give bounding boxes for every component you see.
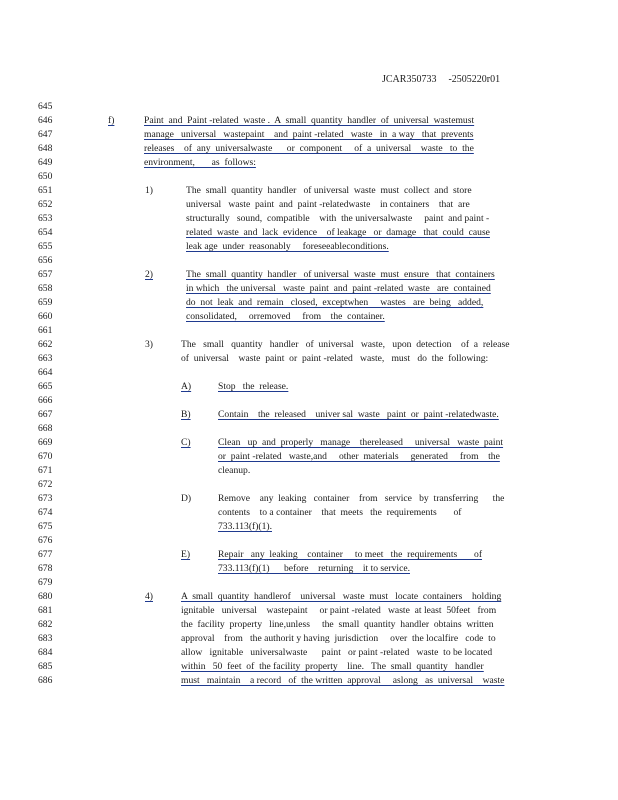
- item-2-marker: 2): [145, 269, 153, 280]
- line-number: 646: [38, 115, 53, 126]
- line-number: 671: [38, 465, 53, 476]
- item-4-line: allow ignitable universalwaste paint or paint -related waste to be located: [181, 647, 493, 658]
- item-a-line: Stop the release.: [218, 381, 289, 392]
- item-d-line: 733.113(f)(1).: [218, 521, 272, 532]
- line-number: 653: [38, 213, 53, 224]
- line-number: 674: [38, 507, 53, 518]
- item-4-line: ignitable universal wastepaint or paint -related waste at least 50feet from: [181, 605, 497, 616]
- line-number: 647: [38, 129, 53, 140]
- line-number: 664: [38, 367, 53, 378]
- item-4-marker: 4): [145, 591, 153, 602]
- item-e-marker: E): [181, 549, 191, 560]
- line-number: 657: [38, 269, 53, 280]
- line-number: 651: [38, 185, 53, 196]
- line-number: 683: [38, 633, 53, 644]
- line-number: 650: [38, 171, 53, 182]
- item-d-line: contents to a container that meets the requirements of: [218, 507, 462, 518]
- item-c-line: or paint -related waste,and other materials generated from the: [218, 451, 500, 462]
- item-3-line: of universal waste paint or paint -related waste, must do the following:: [181, 353, 489, 364]
- line-number: 678: [38, 563, 53, 574]
- line-number: 673: [38, 493, 53, 504]
- line-number: 659: [38, 297, 53, 308]
- line-number: 662: [38, 339, 53, 350]
- line-number: 680: [38, 591, 53, 602]
- item-3-line: The small quantity handler of universal waste, upon detection of a release: [181, 339, 510, 350]
- line-number: 654: [38, 227, 53, 238]
- line-number: 665: [38, 381, 53, 392]
- document-revision: -2505220r01: [448, 74, 501, 85]
- line-number: 672: [38, 479, 53, 490]
- item-3-marker: 3): [145, 339, 153, 350]
- item-c-line: cleanup.: [218, 465, 251, 476]
- item-e-line: Repair any leaking container to meet the requirements of: [218, 549, 483, 560]
- line-number: 670: [38, 451, 53, 462]
- item-e-line: 733.113(f)(1) before returning it to service.: [218, 563, 410, 574]
- item-1-line: structurally sound, compatible with the universalwaste paint and paint -: [186, 213, 490, 224]
- line-number: 682: [38, 619, 53, 630]
- item-1-line: The small quantity handler of universal waste must collect and store: [186, 185, 472, 196]
- line-number: 652: [38, 199, 53, 210]
- line-number: 668: [38, 423, 53, 434]
- line-number: 666: [38, 395, 53, 406]
- line-number: 660: [38, 311, 53, 322]
- item-2-line: The small quantity handler of universal waste must ensure that containers: [186, 269, 495, 280]
- item-1-marker: 1): [145, 185, 153, 196]
- section-f-line: releases of any universalwaste or component of a universal waste to the: [144, 143, 474, 154]
- line-number: 686: [38, 675, 53, 686]
- line-number: 679: [38, 577, 53, 588]
- line-number: 663: [38, 353, 53, 364]
- line-number: 661: [38, 325, 53, 336]
- line-number: 645: [38, 101, 53, 112]
- line-number: 681: [38, 605, 53, 616]
- item-4-line: approval from the authorit y having jurisdiction over the localfire code to: [181, 633, 496, 644]
- item-a-marker: A): [181, 381, 192, 392]
- line-number: 675: [38, 521, 53, 532]
- section-f-line: Paint and Paint -related waste . A small quantity handler of universal wastemust: [144, 115, 475, 126]
- item-b-marker: B): [181, 409, 191, 420]
- item-1-line: related waste and lack evidence of leakage or damage that could cause: [186, 227, 490, 238]
- line-number: 684: [38, 647, 53, 658]
- item-c-marker: C): [181, 437, 191, 448]
- line-number: 649: [38, 157, 53, 168]
- line-number: 677: [38, 549, 53, 560]
- item-4-line: must maintain a record of the written approval aslong as universal waste: [181, 675, 505, 686]
- document-header: [382, 74, 512, 85]
- item-b-line: Contain the released univer sal waste paint or paint -relatedwaste.: [218, 409, 499, 420]
- item-1-line: universal waste paint and paint -relatedwaste in containers that are: [186, 199, 470, 210]
- line-number: 669: [38, 437, 53, 448]
- line-number: 676: [38, 535, 53, 546]
- line-number: 685: [38, 661, 53, 672]
- item-4-line: A small quantity handlerof universal waste must locate containers holding: [181, 591, 502, 602]
- section-f-line: environment, as follows:: [144, 157, 256, 168]
- document-id: JCAR350733: [382, 74, 437, 85]
- section-f-line: manage universal wastepaint and paint -related waste in a way that prevents: [144, 129, 474, 140]
- line-number: 648: [38, 143, 53, 154]
- item-d-marker: D): [181, 493, 192, 504]
- item-1-line: leak age under reasonably foreseeableconditions.: [186, 241, 389, 252]
- line-number: 658: [38, 283, 53, 294]
- item-2-line: in which the universal waste paint and paint -related waste are contained: [186, 283, 491, 294]
- line-number: 656: [38, 255, 53, 266]
- item-4-line: within 50 feet of the facility property line. The small quantity handler: [181, 661, 484, 672]
- item-2-line: consolidated, orremoved from the container.: [186, 311, 385, 322]
- item-d-line: Remove any leaking container from service by transferring the: [218, 493, 505, 504]
- item-4-line: the facility property line,unless the small quantity handler obtains written: [181, 619, 494, 630]
- item-c-line: Clean up and properly manage thereleased universal waste paint: [218, 437, 504, 448]
- line-number: 655: [38, 241, 53, 252]
- line-number: 667: [38, 409, 53, 420]
- section-f-marker: f): [108, 115, 115, 126]
- item-2-line: do not leak and remain closed, exceptwhen wastes are being added,: [186, 297, 484, 308]
